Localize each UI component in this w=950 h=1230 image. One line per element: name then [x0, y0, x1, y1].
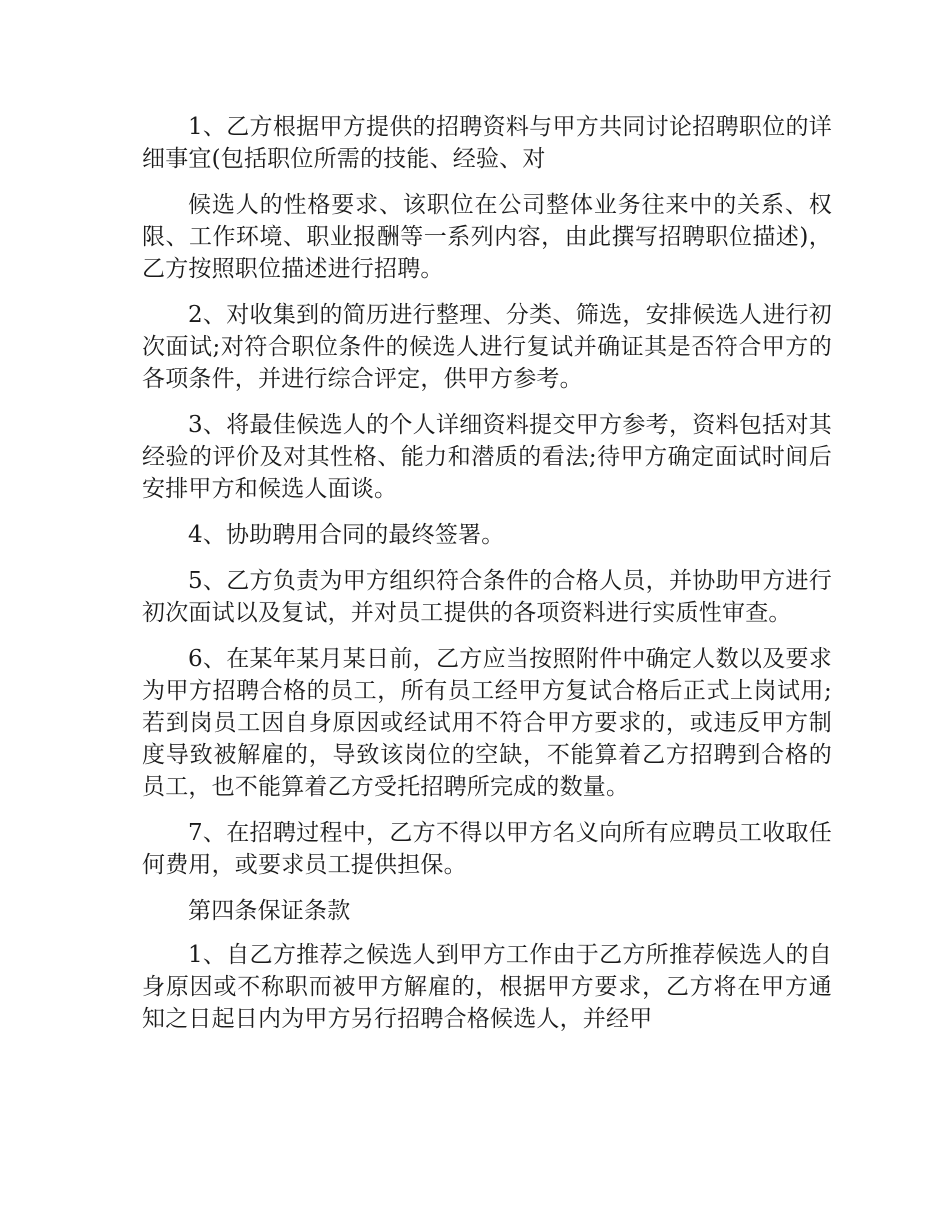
paragraph-6: 5、乙方负责为甲方组织符合条件的合格人员，并协助甲方进行初次面试以及复试，并对员工提供的各项资料进行实质性审查。 — [142, 568, 832, 626]
section-heading: 第四条保证条款 — [188, 898, 351, 924]
document-body — [142, 111, 832, 1049]
paragraph-8: 7、在招聘过程中，乙方不得以甲方名义向所有应聘员工收取任何费用，或要求员工提供担保。 — [142, 820, 832, 878]
paragraph-2: 候选人的性格要求、该职位在公司整体业务往来中的关系、权限、工作环境、职业报酬等一系列内容，由此撰写招聘职位描述)，乙方按照职位描述进行招聘。 — [142, 192, 832, 282]
paragraph-5: 4、协助聘用合同的最终签署。 — [188, 522, 505, 548]
paragraph-1: 1、乙方根据甲方提供的招聘资料与甲方共同讨论招聘职位的详细事宜(包括职位所需的技能、经验、对 — [142, 114, 832, 172]
paragraph-4: 3、将最佳候选人的个人详细资料提交甲方参考，资料包括对其经验的评价及对其性格、能力和潜质的看法;待甲方确定面试时间后安排甲方和候选人面谈。 — [142, 412, 832, 502]
paragraph-7: 6、在某年某月某日前，乙方应当按照附件中确定人数以及要求为甲方招聘合格的员工，所有员工经甲方复试合格后正式上岗试用;若到岗员工因自身原因或经试用不符合甲方要求的，或违反甲方制度导致被解雇的，导致该岗位的空缺，不能算着乙方招聘到合格的员工，也不能算着乙方受托招聘所完成的数量。 — [142, 646, 832, 800]
paragraph-3: 2、对收集到的简历进行整理、分类、筛选，安排候选人进行初次面试;对符合职位条件的候选人进行复试并确证其是否符合甲方的各项条件，并进行综合评定，供甲方参考。 — [142, 302, 832, 392]
paragraph-9: 1、自乙方推荐之候选人到甲方工作由于乙方所推荐候选人的自身原因或不称职而被甲方解雇的，根据甲方要求，乙方将在甲方通知之日起日内为甲方另行招聘合格候选人，并经甲 — [142, 942, 832, 1032]
